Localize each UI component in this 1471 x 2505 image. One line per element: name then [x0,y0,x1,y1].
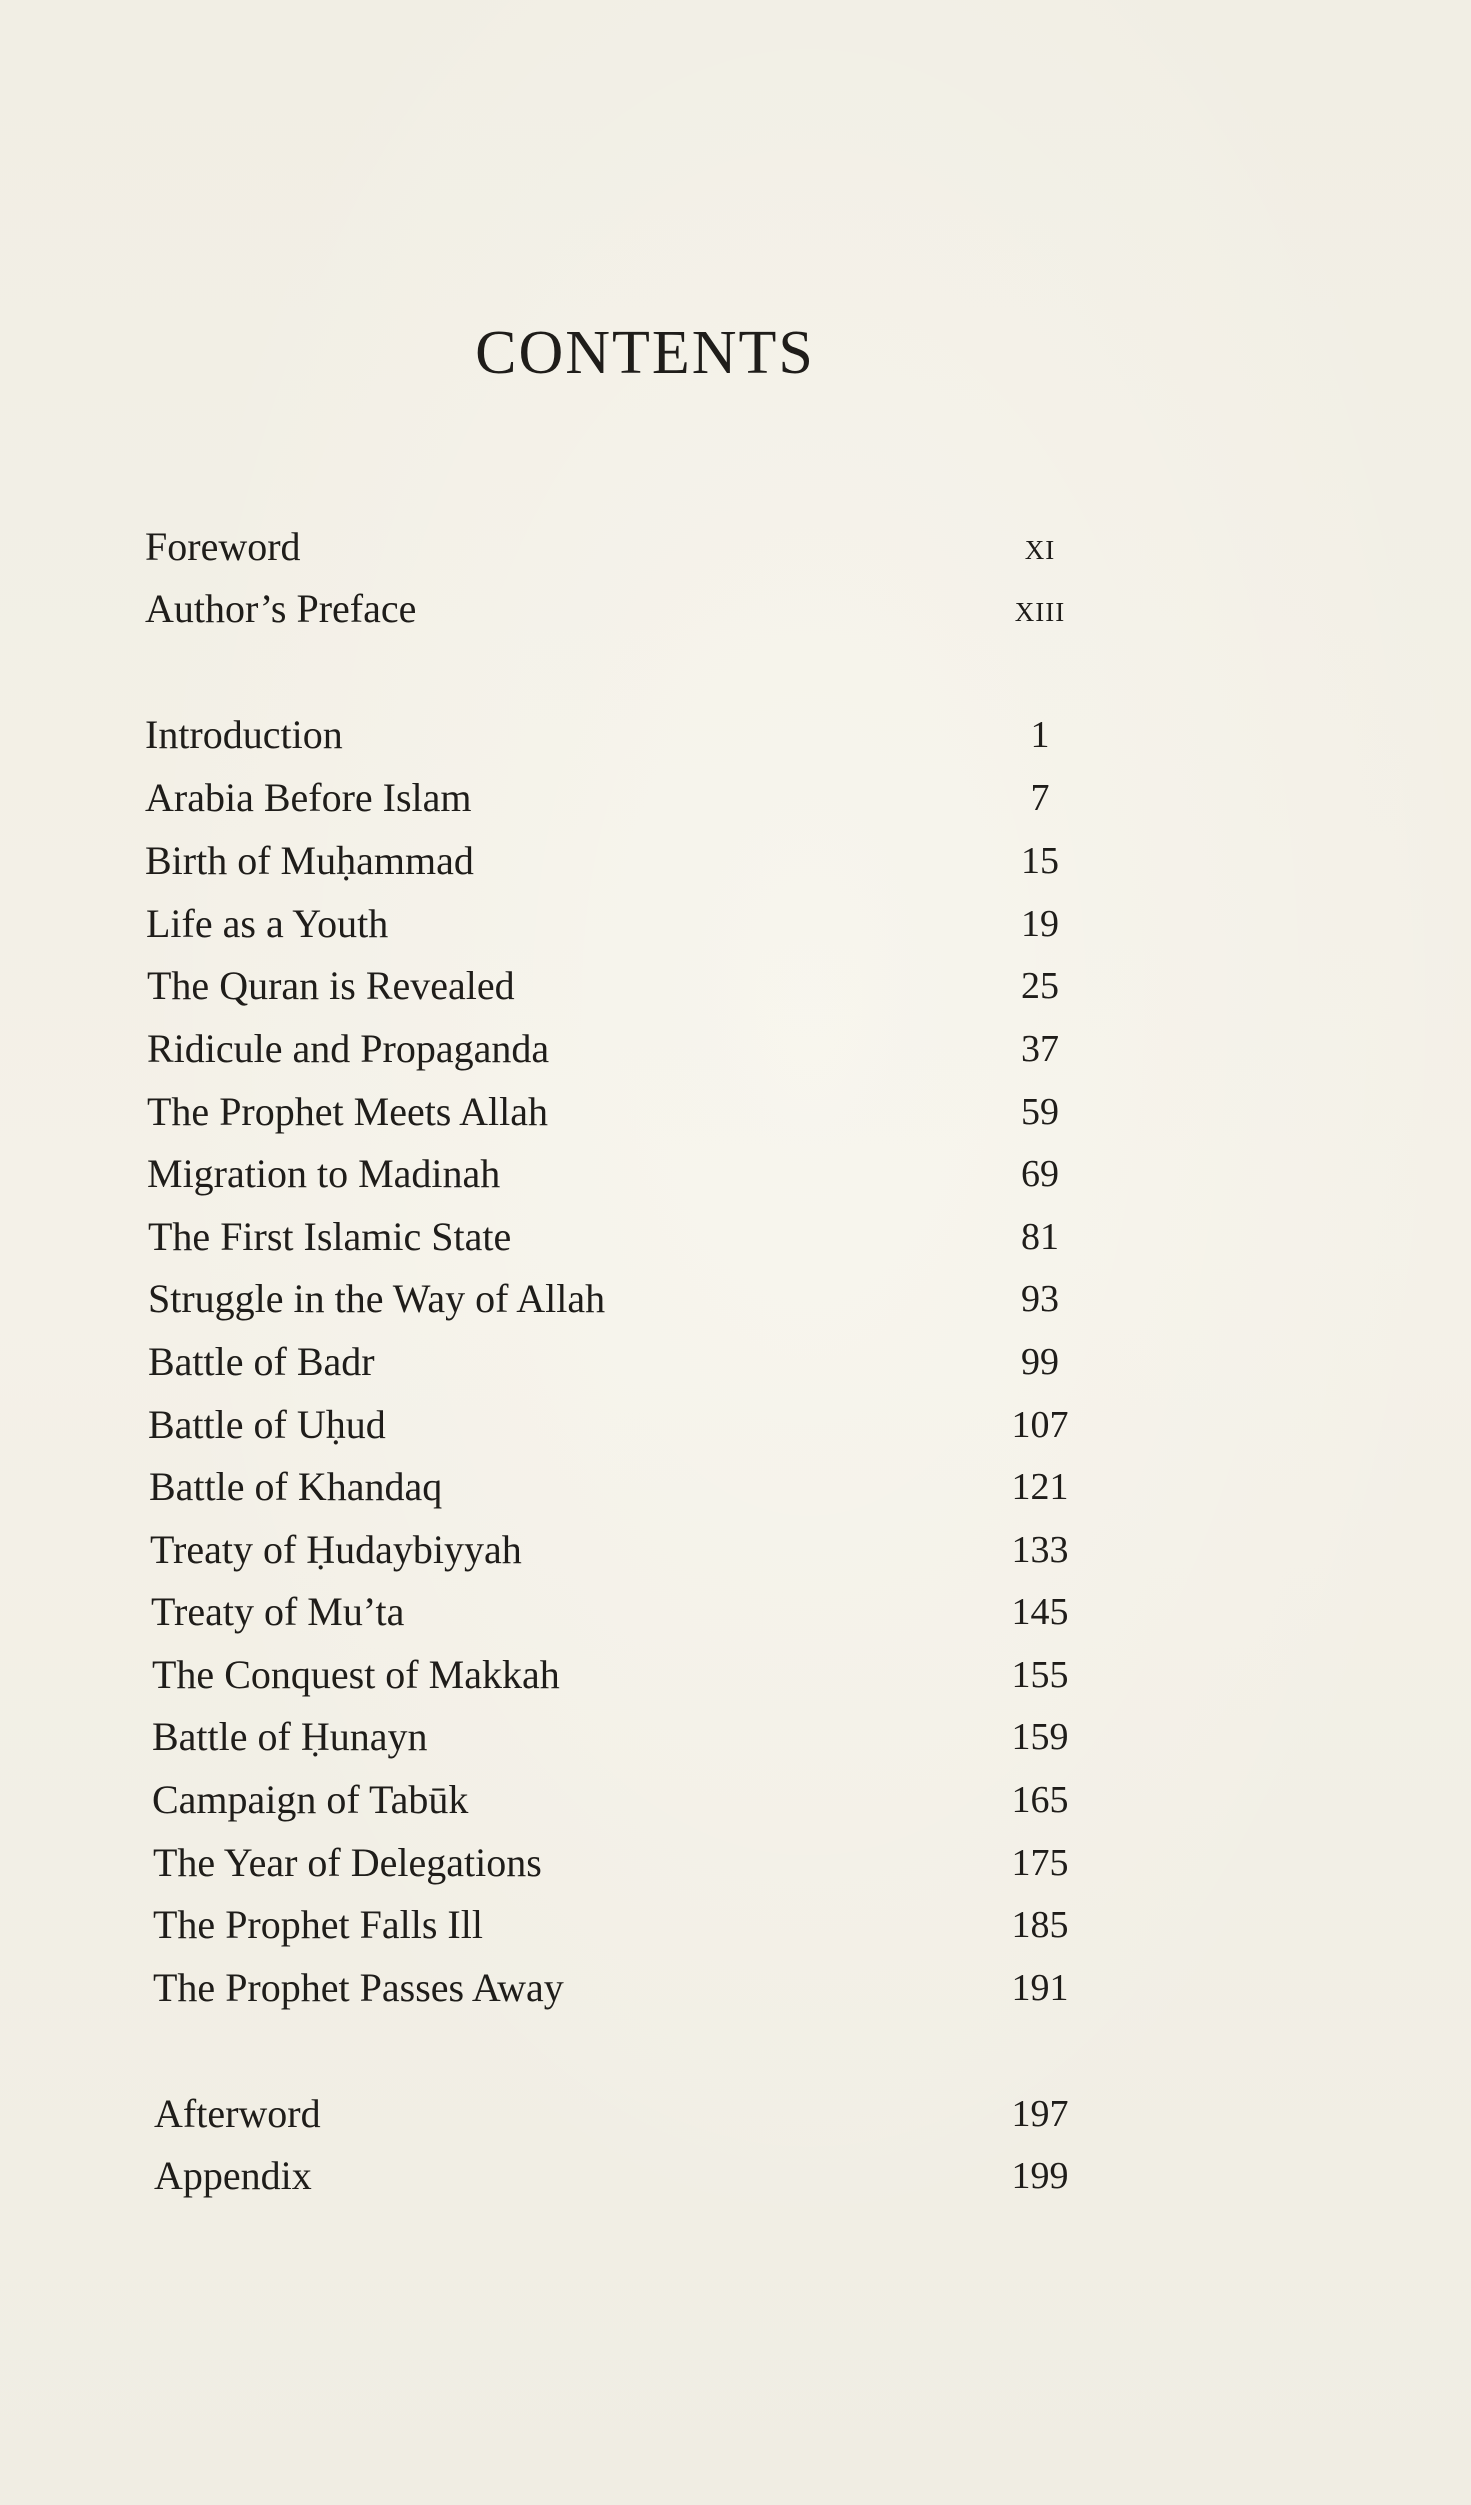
toc-page-number: 81 [1021,1216,1059,1258]
toc-page-number: 69 [1021,1153,1059,1195]
toc-page-number: 121 [1011,1466,1069,1508]
toc-entry-title: Introduction [145,712,343,757]
toc-page-number: 99 [1021,1341,1059,1383]
toc-page-number: 25 [1021,965,1059,1007]
toc-page-number: 159 [1011,1716,1069,1758]
toc-entry-title: Campaign of Tabūk [152,1777,469,1822]
toc-page-number: 155 [1011,1654,1069,1696]
toc-entry-title: Life as a Youth [146,901,389,946]
toc-page-number: 19 [1021,903,1059,945]
toc-entry-title: The First Islamic State [148,1214,512,1259]
toc-entry-title: The Year of Delegations [153,1840,542,1885]
toc-page-number: 7 [1030,777,1050,819]
toc-page-number: 59 [1021,1091,1059,1133]
toc-page-number: xi [1024,526,1056,568]
toc-entry-title: Battle of Uḥud [148,1402,386,1447]
toc-page-number: xiii [1014,588,1066,630]
page-title: CONTENTS [475,319,815,387]
toc-entry-title: The Prophet Falls Ill [153,1902,483,1947]
toc-page-number: 175 [1011,1842,1069,1884]
toc-entry-title: Birth of Muḥammad [145,838,474,883]
toc-entry-title: Struggle in the Way of Allah [148,1276,606,1321]
toc-entry-title: Arabia Before Islam [145,775,472,820]
toc-entry-title: The Prophet Meets Allah [147,1089,549,1134]
toc-page-number: 133 [1011,1529,1069,1571]
toc-entry-title: Foreword [145,524,301,569]
toc-page-number: 15 [1021,840,1059,882]
toc-entry-title: Author’s Preface [145,586,417,631]
toc-page-number: 145 [1011,1591,1069,1633]
toc-page-number: 197 [1011,2093,1069,2135]
toc-entry-title: Migration to Madinah [147,1151,501,1196]
toc-page-number: 107 [1011,1404,1069,1446]
toc-entry-title: Treaty of Mu’ta [151,1589,405,1634]
toc-page-number: 199 [1011,2155,1069,2197]
toc-entry-title: The Quran is Revealed [147,963,515,1008]
toc-page-number: 185 [1011,1904,1069,1946]
toc-entry-title: Battle of Badr [148,1339,375,1384]
toc-page-number: 93 [1021,1278,1059,1320]
toc-entry-title: Battle of Ḥunayn [152,1714,428,1759]
toc-entry-title: The Conquest of Makkah [152,1652,560,1697]
toc-entry-title: Appendix [154,2153,312,2198]
toc-page-number: 165 [1011,1779,1069,1821]
toc-entry-title: Battle of Khandaq [149,1464,443,1509]
toc-entry-title: The Prophet Passes Away [153,1965,564,2010]
toc-page-number: 191 [1011,1967,1069,2009]
toc-entry-title: Afterword [154,2091,321,2136]
toc-entry-title: Treaty of Ḥudaybiyyah [150,1527,522,1572]
toc-page-number: 1 [1030,714,1050,756]
toc-page-number: 37 [1021,1028,1059,1070]
toc-entry-title: Ridicule and Propaganda [147,1026,550,1071]
